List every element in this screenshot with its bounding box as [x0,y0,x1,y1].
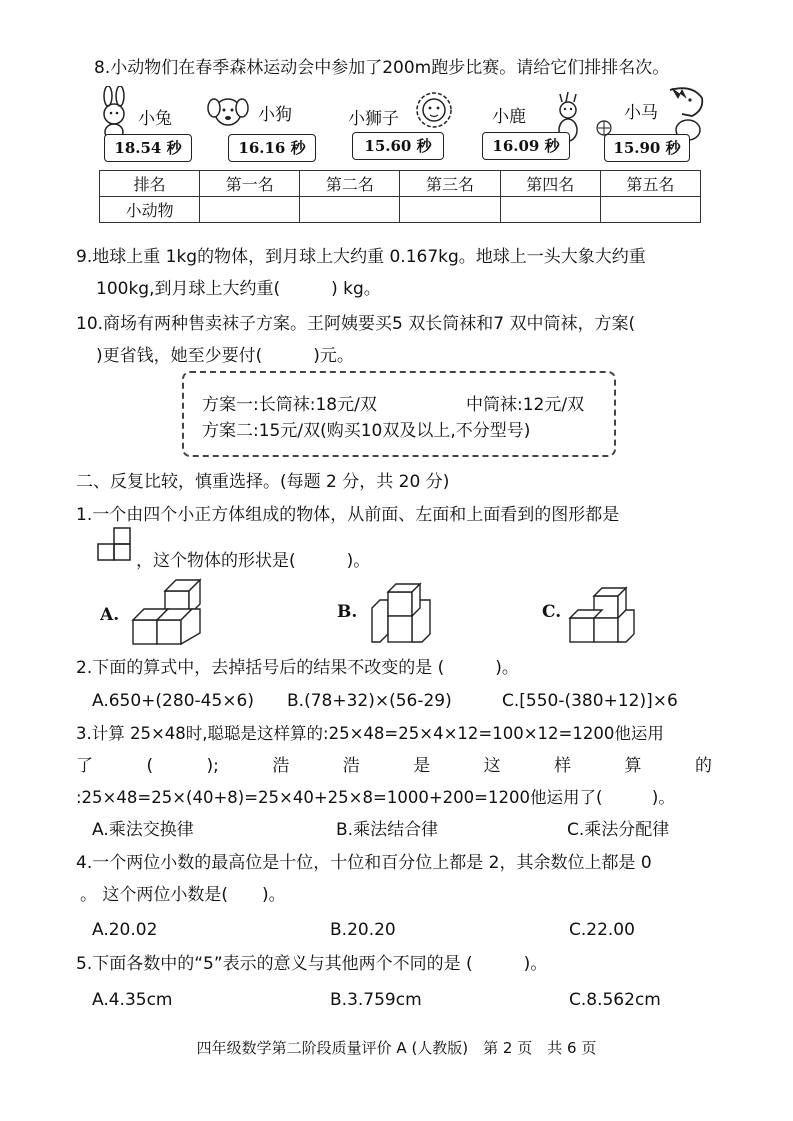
c3-word: 这 [483,756,501,776]
animal-name: 小马 [624,103,658,123]
animal-time: 16.09 秒 [482,132,570,160]
c2-option-a[interactable]: A.650+(280-45×6) [92,691,254,711]
q10-line1: 10.商场有两种售卖袜子方案。王阿姨要买5 双长筒袜和7 双中筒袜，方案( [76,314,636,334]
dog-icon [206,92,252,136]
c4-option-b[interactable]: B.20.20 [330,920,396,940]
view-shape-icon [96,527,132,563]
animal-name: 小鹿 [492,107,526,127]
table-header-row [100,171,701,197]
plan1-long-socks: 方案一:长筒袜:18元/双 [202,395,377,415]
q9-line1: 9.地球上重 1kg的物体，到月球上大约重 0.167kg。地球上一头大象大约重 [76,247,646,267]
animal-horse [596,84,706,164]
animal-dog [206,90,316,164]
c5-option-b[interactable]: B.3.759cm [330,990,422,1010]
c4-line2: 。 这个两位小数是( )。 [80,885,286,905]
c3-word: ( [146,756,154,776]
c3-line3: :25×48=25×(40+8)=25×40+25×8=1000+200=1200他运用了( )。 [76,788,675,807]
c3-line2 [76,756,712,776]
answer-cell[interactable] [200,197,300,223]
option-b-cubes-icon[interactable] [362,578,442,648]
table-row-label: 小动物 [100,197,200,223]
plan1-mid-socks: 中筒袜:12元/双 [466,395,585,415]
lion-icon [414,90,454,138]
c1-line2: ，这个物体的形状是( )。 [136,551,371,571]
table-header-cell: 第三名 [400,171,500,197]
table-row [100,197,701,223]
animal-time: 15.90 秒 [604,134,690,162]
page-footer: 四年级数学第二阶段质量评价 A (人教版) 第 2 页 共 6 页 [196,1039,597,1057]
table-header-cell: 第四名 [500,171,600,197]
c3-word: 浩 [272,756,290,776]
c4-line1: 4.一个两位小数的最高位是十位，十位和百分位上都是 2，其余数位上都是 0 [76,853,652,873]
c3-option-b[interactable]: B.乘法结合律 [336,820,439,840]
c3-option-a[interactable]: A.乘法交换律 [92,820,194,840]
option-b-label[interactable]: B. [337,602,358,622]
section-title: 二、反复比较，慎重选择。(每题 2 分，共 20 分) [76,472,450,492]
animal-time: 15.60 秒 [352,132,444,160]
animal-name: 小狗 [258,105,292,125]
c2-option-c[interactable]: C.[550-(380+12)]×6 [502,691,678,711]
ranking-table [99,170,701,223]
option-c-label[interactable]: C. [542,602,562,622]
answer-cell[interactable] [600,197,700,223]
q9-line2: 100kg,到月球上大约重( ) kg。 [96,279,381,299]
c2-option-b[interactable]: B.(78+32)×(56-29) [287,691,452,711]
c3-word: 算 [624,756,642,776]
animal-time: 16.16 秒 [228,134,316,162]
c3-word: 了 [76,756,93,776]
option-a-cubes-icon[interactable] [128,576,218,648]
c2-question: 2.下面的算式中，去掉括号后的结果不改变的是 ( )。 [76,658,519,678]
c5-option-a[interactable]: A.4.35cm [92,990,173,1010]
animal-name: 小兔 [138,109,172,129]
c5-option-c[interactable]: C.8.562cm [569,990,661,1010]
table-header-cell: 第二名 [300,171,400,197]
c3-word: 浩 [342,756,360,776]
table-header-cell: 排名 [100,171,200,197]
table-header-cell: 第一名 [200,171,300,197]
c3-word: 的 [694,756,712,776]
q8-text: 8.小动物们在春季森林运动会中参加了200m跑步比赛。请给它们排排名次。 [94,58,670,78]
option-a-label[interactable]: A. [100,605,120,625]
c4-option-a[interactable]: A.20.02 [92,920,158,940]
animal-name: 小狮子 [348,109,399,129]
c4-option-c[interactable]: C.22.00 [569,920,635,940]
c3-option-c[interactable]: C.乘法分配律 [567,820,670,840]
answer-cell[interactable] [500,197,600,223]
animal-lion [346,88,456,164]
c3-word: ); [206,756,219,776]
c3-word: 样 [554,756,572,776]
plan-box [182,371,616,457]
plan2: 方案二:15元/双(购买10双及以上,不分型号) [202,421,531,441]
q10-line2: )更省钱，她至少要付( )元。 [96,346,354,366]
animal-deer [480,90,590,164]
option-c-cubes-icon[interactable] [566,578,646,648]
c1-line1: 1.一个由四个小正方体组成的物体，从前面、左面和上面看到的图形都是 [76,505,620,525]
c3-line1: 3.计算 25×48时,聪聪是这样算的:25×48=25×4×12=100×12=1200他运用 [76,724,664,743]
animal-time: 18.54 秒 [104,134,192,162]
c5-question: 5.下面各数中的“5”表示的意义与其他两个不同的是 ( )。 [76,954,548,974]
answer-cell[interactable] [300,197,400,223]
table-header-cell: 第五名 [600,171,700,197]
answer-cell[interactable] [400,197,500,223]
c3-word: 是 [413,756,431,776]
animal-rabbit [94,84,194,164]
